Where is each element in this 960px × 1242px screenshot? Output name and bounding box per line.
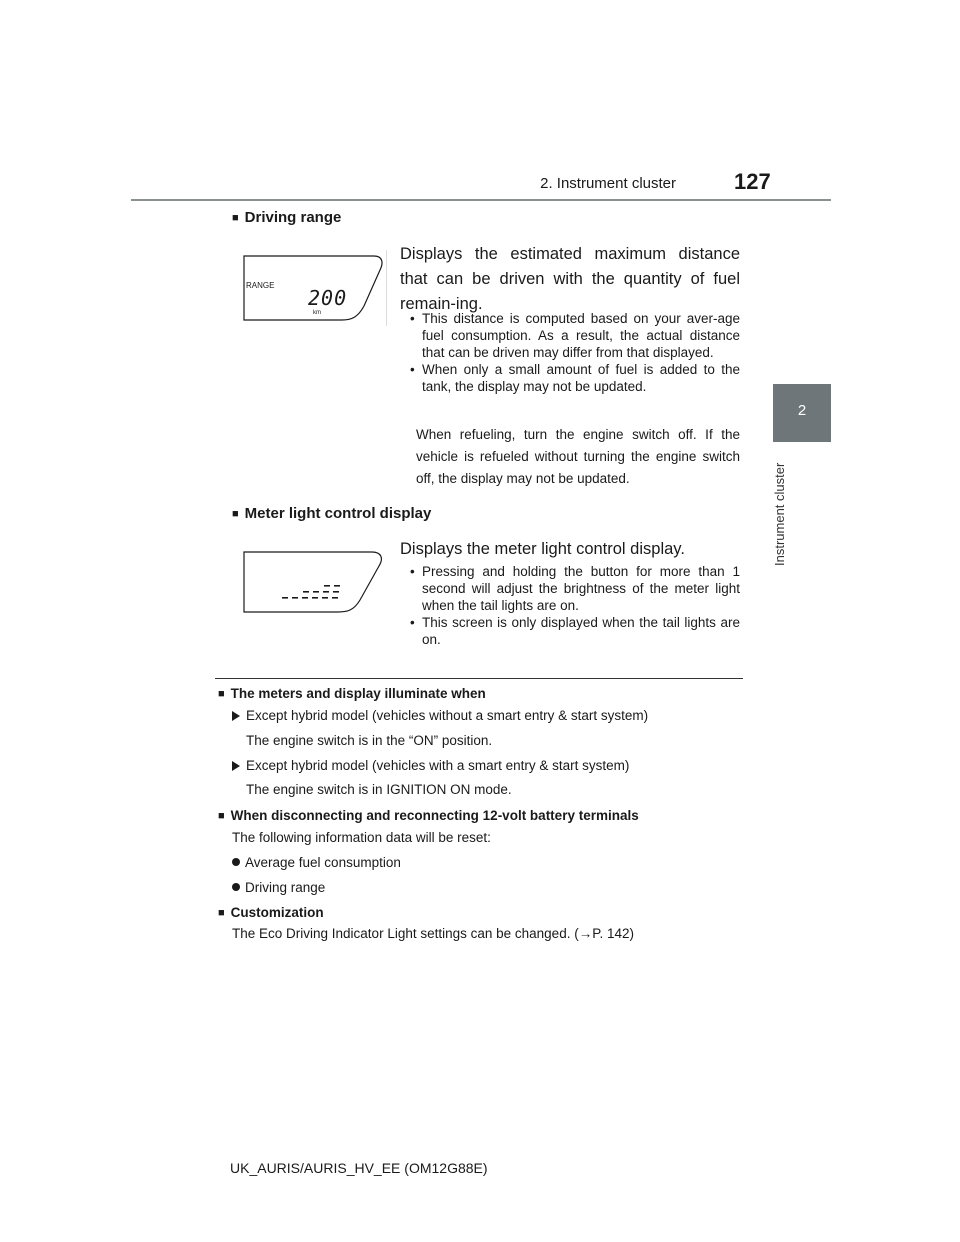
disconnect-text: The following information data will be reset: <box>232 830 491 845</box>
customization-text: The Eco Driving Indicator Light settings can be changed. (→P. 142) <box>232 926 634 941</box>
circle-bullet-icon <box>232 858 240 866</box>
square-bullet-icon: ■ <box>232 212 239 224</box>
list-item: • This screen is only displayed when the tail lights are on. <box>410 615 740 647</box>
range-display-illustration <box>236 250 386 326</box>
triangle-bullet-icon <box>232 761 240 771</box>
driving-range-intro: Displays the estimated maximum distance that can be driven with the quantity of fuel remain-ing. <box>400 245 740 313</box>
disconnect-heading: ■ When disconnecting and reconnecting 12-volt battery terminals <box>218 808 639 823</box>
illuminate-text-1: The engine switch is in the “ON” position. <box>246 733 493 748</box>
illuminate-condition-2: Except hybrid model (vehicles with a smart entry & start system) <box>232 758 629 773</box>
chapter-label-text: Instrument cluster <box>772 462 787 566</box>
range-value: 200 <box>308 286 348 310</box>
list-item: • Pressing and holding the button for more than 1 second will adjust the brightness of the meter light when the tail lights are on. <box>410 564 740 613</box>
illuminate-text-2: The engine switch is in IGNITION ON mode. <box>246 782 512 797</box>
square-bullet-icon: ■ <box>218 688 225 700</box>
triangle-bullet-icon <box>232 711 240 721</box>
illustration-divider <box>386 250 387 326</box>
meter-light-display-illustration <box>236 548 386 616</box>
meter-light-title: Meter light control display <box>244 505 432 522</box>
square-bullet-icon: ■ <box>232 508 239 520</box>
chapter-number: 2 <box>797 402 807 419</box>
list-item: • This distance is computed based on your aver-age fuel consumption. As a result, the actual distance that can be driven may differ from that displayed. <box>410 311 740 360</box>
circle-bullet-icon <box>232 883 240 891</box>
page-number: 127 <box>734 169 771 194</box>
range-unit: km <box>313 310 321 316</box>
chapter-label <box>770 448 790 568</box>
notes-divider <box>215 678 743 679</box>
header-section-title: 2. Instrument cluster <box>540 175 676 192</box>
driving-range-note: When refueling, turn the engine switch off. If the vehicle is refueled without turning the engine switch off, the display may not be updated. <box>416 427 740 486</box>
driving-range-title: Driving range <box>244 209 342 226</box>
driving-range-heading <box>232 209 341 226</box>
square-bullet-icon: ■ <box>218 907 225 919</box>
list-item: • When only a small amount of fuel is added to the tank, the display may not be updated. <box>410 362 740 394</box>
illuminate-condition-1: Except hybrid model (vehicles without a smart entry & start system) <box>232 708 648 723</box>
meter-light-bullets <box>410 563 740 648</box>
document-code: UK_AURIS/AURIS_HV_EE (OM12G88E) <box>230 1160 488 1176</box>
square-bullet-icon: ■ <box>218 810 225 822</box>
list-item: Driving range <box>232 880 325 895</box>
driving-range-bullets <box>410 310 740 395</box>
meter-light-heading <box>232 505 431 522</box>
range-label: RANGE <box>246 281 275 290</box>
meter-light-intro: Displays the meter light control display. <box>400 540 685 558</box>
customization-heading: ■ Customization <box>218 905 324 920</box>
header-rule <box>131 199 831 201</box>
list-item: Average fuel consumption <box>232 855 401 870</box>
illuminate-heading: ■ The meters and display illuminate when <box>218 686 486 701</box>
